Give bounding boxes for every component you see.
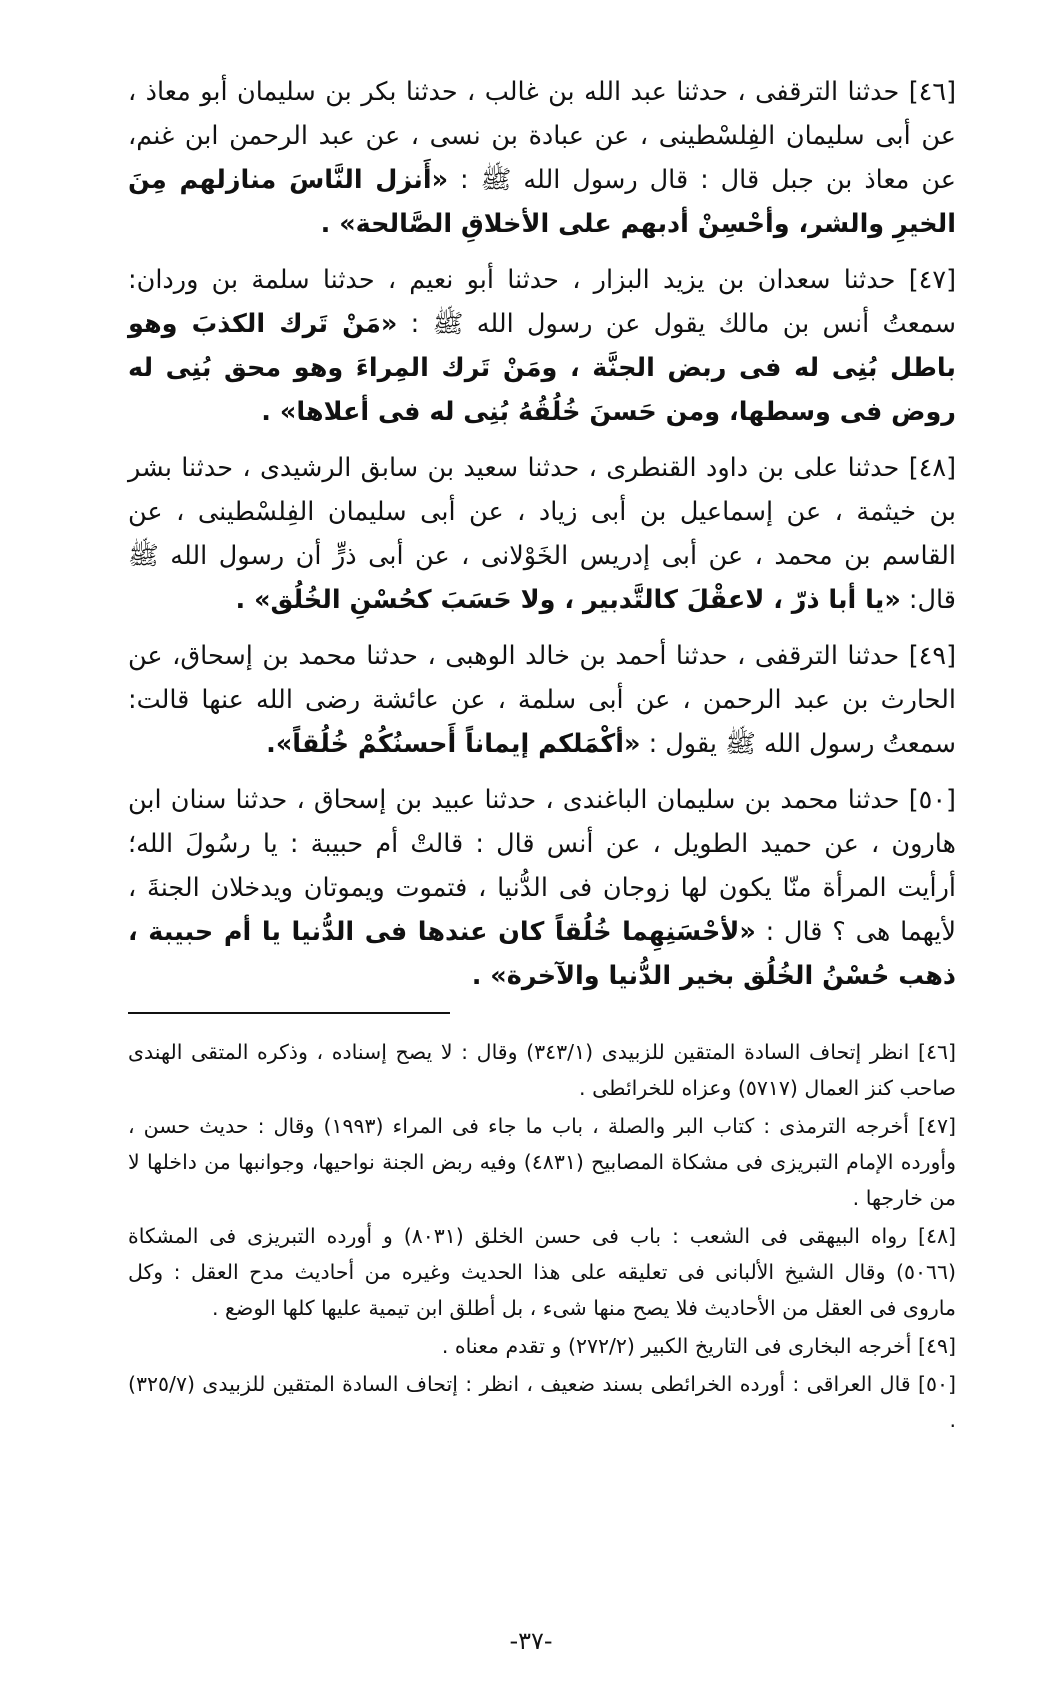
hadith-number: [٤٩] bbox=[908, 641, 957, 671]
hadith-46 bbox=[128, 70, 956, 246]
hadith-chain: حدثنا سعدان بن يزيد البزار ، حدثنا أبو نعيم ، حدثنا سلمة بن وردان: سمعتُ أنس بن مالك يقول عن رسول الله ﷺ : bbox=[128, 265, 956, 339]
hadith-49 bbox=[128, 634, 956, 766]
footnote-49 bbox=[128, 1328, 956, 1364]
footnote-number: [٤٧] bbox=[917, 1114, 956, 1138]
footnote-47 bbox=[128, 1108, 956, 1216]
hadith-text: «مَنْ تَرك الكذبَ وهو باطل بُنِى له فى ربض الجنَّة ، ومَنْ تَرك المِراءَ وهو محق بُنِى له روض فى وسطها، ومن حَسنَ خُلُقُهُ بُنِى له فى أعلاها» . bbox=[128, 309, 956, 427]
footnote-number: [٤٨] bbox=[917, 1224, 956, 1248]
footnote-48 bbox=[128, 1218, 956, 1326]
footnote-50 bbox=[128, 1366, 956, 1438]
footnotes bbox=[128, 1034, 956, 1438]
footnote-number: [٤٩] bbox=[917, 1334, 956, 1358]
footnote-46 bbox=[128, 1034, 956, 1106]
hadith-chain: حدثنا الترقفى ، حدثنا عبد الله بن غالب ، حدثنا بكر بن سليمان أبو معاذ ، عن أبى سليمان الفِلسْطينى ، عن عبادة بن نسى ، عن عبد الرحمن ابن غنم، عن معاذ بن جبل قال : قال رسول الله ﷺ : bbox=[128, 77, 956, 195]
hadith-text: «يا أبا ذرّ ، لاعقْلَ كالتَّدبير ، ولا حَسَبَ كحُسْنِ الخُلُق» . bbox=[235, 585, 901, 615]
footnote-divider bbox=[128, 1012, 450, 1014]
hadith-chain: حدثنا الترقفى ، حدثنا أحمد بن خالد الوهبى ، حدثنا محمد بن إسحاق، عن الحارث بن عبد الرحمن ، عن أبى سلمة ، عن عائشة رضى الله عنها قالت: سمعتُ رسول الله ﷺ يقول : bbox=[128, 641, 956, 759]
page-number: -٣٧- bbox=[509, 1627, 553, 1655]
hadith-chain: حدثنا على بن داود القنطرى ، حدثنا سعيد بن سابق الرشيدى ، حدثنا بشر بن خيثمة ، عن إسماعيل بن أبى زياد ، عن أبى سليمان الفِلسْطينى ، عن القاسم بن محمد ، عن أبى إدريس الخَوْلانى ، عن أبى ذرٍّ أن رسول الله ﷺ قال: bbox=[128, 453, 956, 615]
hadith-number: [٤٨] bbox=[908, 453, 957, 483]
footnote-text: أخرجه الترمذى : كتاب البر والصلة ، باب ما جاء فى المراء (١٩٩٣) وقال : حديث حسن ، وأورده الإمام التبريزى فى مشكاة المصابيح (٤٨٣١) وفيه ربض الجنة نواحيها، وجوانبها من داخلها لا من خارجها . bbox=[128, 1114, 956, 1210]
hadith-number: [٥٠] bbox=[908, 785, 956, 815]
footnote-text: رواه البيهقى فى الشعب : باب فى حسن الخلق (٨٠٣١) و أورده التبريزى فى المشكاة (٥٠٦٦) وقال الشيخ الألبانى فى تعليقه على هذا الحديث وغيره من أحاديث مدح العقل : وكل ماروى فى العقل من الأحاديث فلا يصح منها شىء ، بل أطلق ابن تيمية عليها كلها الوضع . bbox=[128, 1224, 956, 1320]
hadith-text: «أكْمَلكم إيماناً أَحسنُكُمْ خُلُقاً». bbox=[266, 729, 641, 759]
hadith-text: «أَنزل النَّاسَ منازلهم مِنَ الخيرِ والشر، وأحْسِنْ أدبهم على الأخلاقِ الصَّالحة» . bbox=[128, 165, 956, 239]
book-page bbox=[128, 70, 956, 1670]
hadith-chain: حدثنا محمد بن سليمان الباغندى ، حدثنا عبيد بن إسحاق ، حدثنا سنان ابن هارون ، عن حميد الطويل ، عن أنس قال : قالتْ أم حبيبة : يا رسُولَ الله؛ أرأيت المرأة منّا يكون لها زوجان فى الدُّنيا ، فتموت ويموتان ويدخلان الجنةَ ، لأيهما هى ؟ قال : bbox=[128, 785, 956, 947]
hadith-47 bbox=[128, 258, 956, 434]
footnote-text: قال العراقى : أورده الخرائطى بسند ضعيف ، انظر : إتحاف السادة المتقين للزبيدى (٣٢٥/٧) . bbox=[128, 1372, 956, 1432]
footnote-number: [٥٠] bbox=[917, 1372, 956, 1396]
footnote-text: انظر إتحاف السادة المتقين للزبيدى (٣٤٣/١) وقال : لا يصح إسناده ، وذكره المتقى الهندى صاحب كنز العمال (٥٧١٧) وعزاه للخرائطى . bbox=[128, 1040, 956, 1100]
hadith-text: «لأحْسَنِهِما خُلُقاً كان عندها فى الدُّنيا يا أم حبيبة ، ذهب حُسْنُ الخُلُق بخير الدُّنيا والآخرة» . bbox=[128, 917, 956, 991]
hadith-50 bbox=[128, 778, 956, 998]
hadith-number: [٤٦] bbox=[908, 77, 957, 107]
footnote-number: [٤٦] bbox=[917, 1040, 956, 1064]
hadith-48 bbox=[128, 446, 956, 622]
hadith-number: [٤٧] bbox=[908, 265, 957, 295]
footnote-text: أخرجه البخارى فى التاريخ الكبير (٢٧٢/٢) و تقدم معناه . bbox=[441, 1334, 912, 1358]
